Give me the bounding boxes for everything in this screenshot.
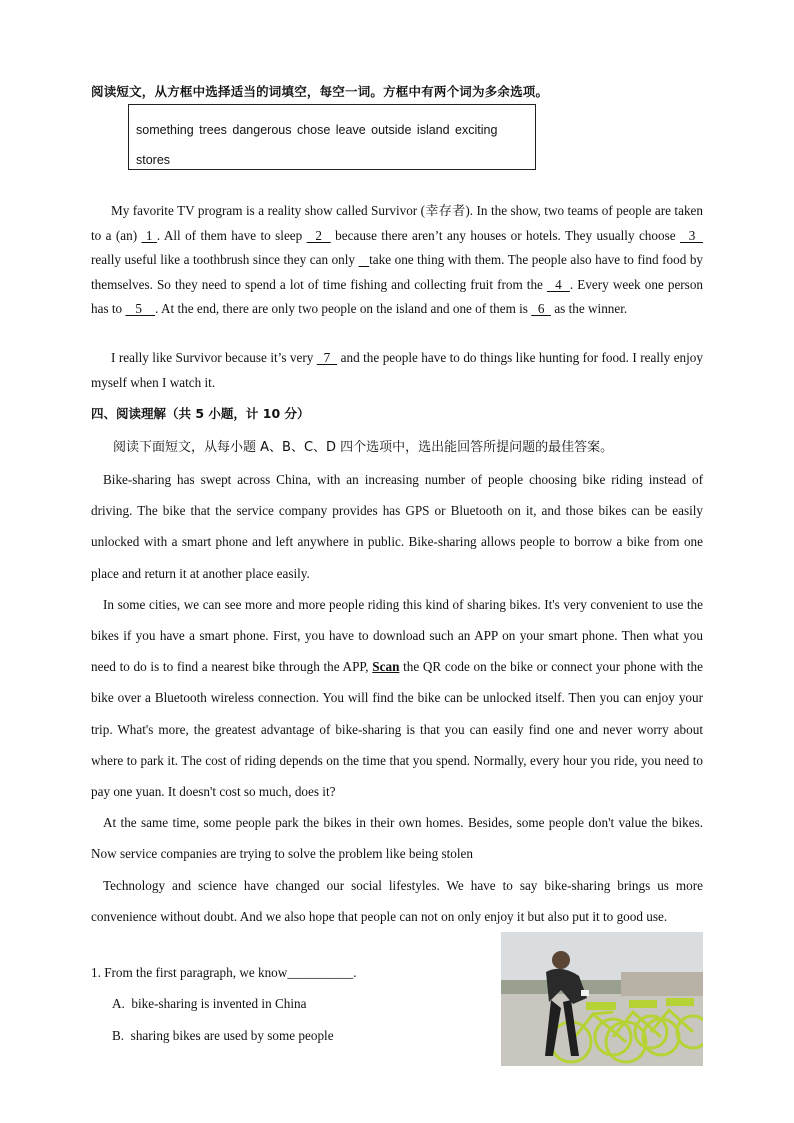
blank-unnumbered bbox=[359, 252, 370, 267]
reading-article bbox=[91, 464, 703, 932]
photo-illustration bbox=[501, 932, 703, 1066]
blank-5: 5 bbox=[125, 301, 156, 317]
article-paragraph-3: At the same time, some people park the bikes in their own homes. Besides, some people don't value the bikes. Now service companies are trying to solve the problem like being stolen bbox=[91, 815, 703, 862]
question-1-option-b: B. sharing bikes are used by some people bbox=[112, 1028, 334, 1043]
blank-7: 7 bbox=[316, 350, 338, 365]
section-instruction: 阅读下面短文，从每小题 A、B、C、D 四个选项中，选出能回答所提问题的最佳答案。 bbox=[113, 440, 614, 455]
section-title: 四、阅读理解（共 5 小题，计 10 分） bbox=[91, 406, 310, 421]
blank-3: 3 bbox=[679, 227, 704, 243]
bike-sharing-photo bbox=[501, 932, 703, 1066]
article-paragraph-4: Technology and science have changed our social lifestyles. We have to say bike-sharing brings us more convenience without doubt. And we also hope that people can not on only enjoy it but also put it to good use. bbox=[91, 877, 703, 924]
cloze-instruction: 阅读短文，从方框中选择适当的词填空，每空一词。方框中有两个词为多余选项。 bbox=[91, 84, 549, 99]
blank-1: 1 bbox=[141, 227, 157, 243]
article-paragraph-1: Bike-sharing has swept across China, with an increasing number of people choosing bike riding instead of driving. The bike that the service company provides has GPS or Bluetooth on it, and those bikes can be easily unlocked with a smart phone and left anywhere in public. Bike-sharing allows people to borrow a bike from one place and return it at another place easily. bbox=[91, 472, 703, 581]
word-box: something trees dangerous chose leave outside island exciting stores bbox=[128, 104, 536, 170]
article-paragraph-2: In some cities, we can see more and more people riding this kind of sharing bikes. It's very convenient to use the bikes if you have a smart phone. First, you have to download such an APP on your smart phone. Then what you need to do is to find a nearest bike through the APP, Scan the QR code on the bike or connect your phone with the bike over a Bluetooth wireless connection. You will find the bike can be unlocked itself. Then you can enjoy your trip. What's more, the greatest advantage of bike-sharing is that you can easily find one and never worry about where to park it. The cost of riding depends on the time that you spend. Normally, every hour you ride, you need to pay one yuan. It doesn't cost so much, does it? bbox=[91, 596, 703, 800]
cloze-paragraph-1: My favorite TV program is a reality show called Survivor (幸存者). In the show, two teams of people are taken to a (an) 1 . All of them have to sleep 2 because there aren’t any houses or hotels. They usually choose 3 really useful like a toothbrush since they can only take one thing with them. The people also have to find food by themselves. So they need to spend a lot of time fishing and collecting fruit from the 4 . Every week one person has to 5 . At the end, there are only two people on the island and one of them is 6 as the winner. bbox=[91, 203, 704, 317]
blank-6: 6 bbox=[531, 301, 552, 317]
blank-4: 4 bbox=[546, 276, 570, 292]
question-1-option-a: A. bike-sharing is invented in China bbox=[112, 996, 307, 1011]
question-1-stem: 1. From the first paragraph, we know__________. bbox=[91, 965, 357, 980]
scan-word: Scan bbox=[372, 659, 400, 675]
cloze-paragraph-2: I really like Survivor because it’s very 7 and the people have to do things like hunting for food. I really enjoy myself when I watch it. bbox=[91, 350, 703, 390]
blank-2: 2 bbox=[306, 227, 331, 243]
